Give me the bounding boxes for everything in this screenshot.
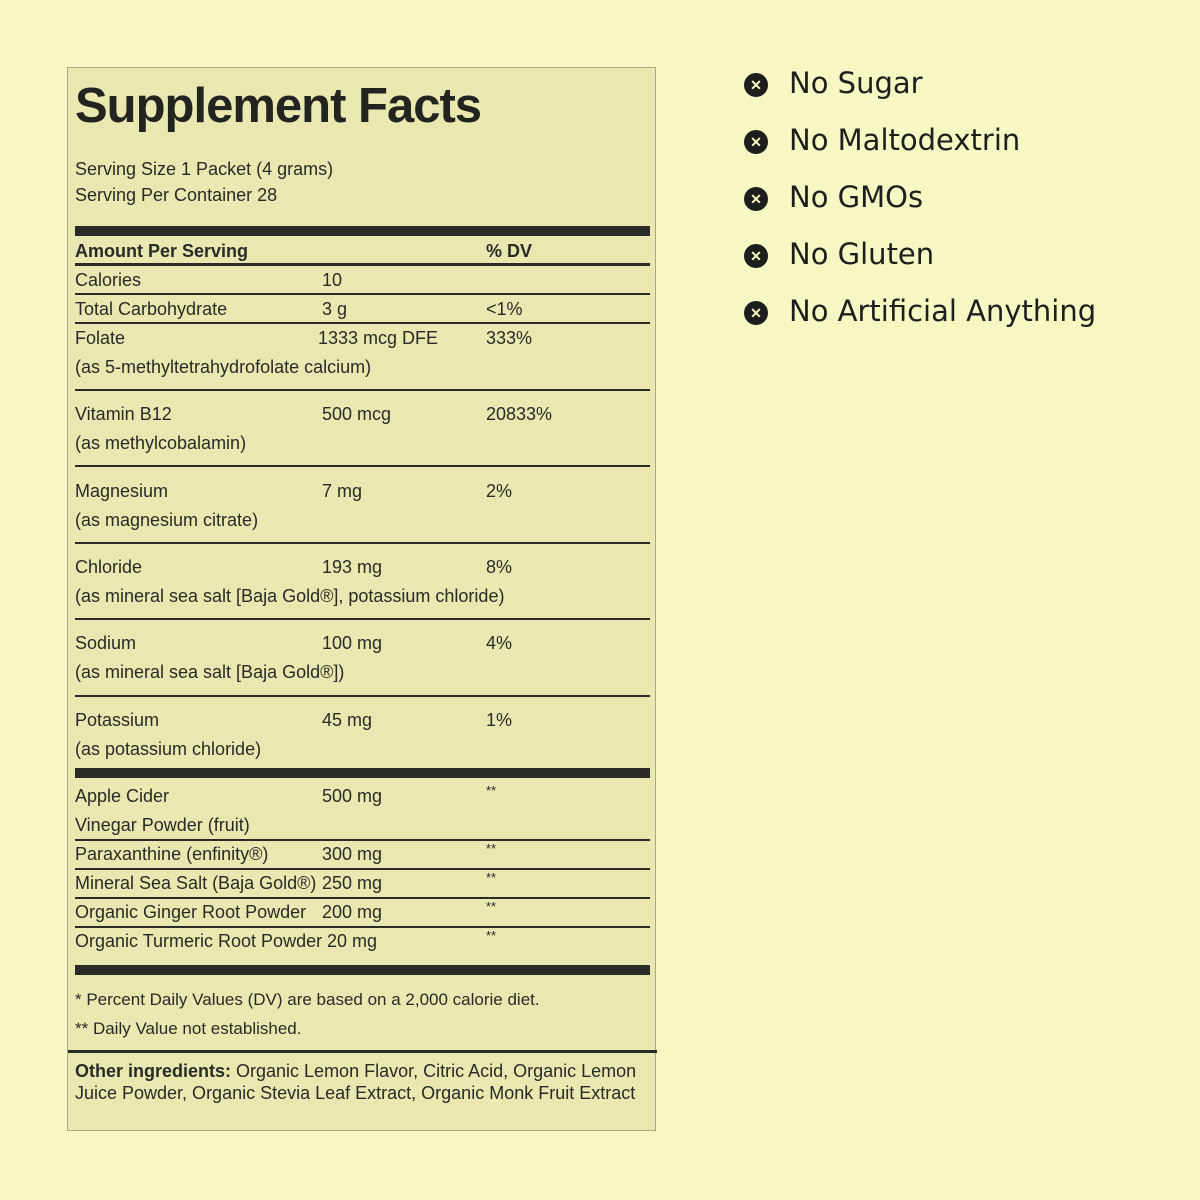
row-note: (as methylcobalamin) bbox=[75, 433, 247, 453]
row-amount: 45 mg bbox=[322, 710, 373, 730]
divider bbox=[75, 868, 650, 870]
row-note: (as mineral sea salt [Baja Gold®], potassium chloride) bbox=[75, 586, 505, 606]
table-row bbox=[68, 557, 657, 581]
row-name: Organic Ginger Root Powder bbox=[75, 902, 307, 922]
row-dv: ** bbox=[486, 870, 497, 885]
divider bbox=[75, 389, 650, 391]
divider bbox=[75, 465, 650, 467]
table-row bbox=[68, 328, 657, 352]
row-amount: 20 mg bbox=[327, 931, 378, 951]
divider-thick bbox=[75, 965, 650, 975]
claim-item bbox=[744, 237, 1164, 277]
row-name: Sodium bbox=[75, 633, 137, 653]
row-amount: 193 mg bbox=[322, 557, 383, 577]
row-amount: 1333 mcg DFE bbox=[318, 328, 439, 348]
row-name: Chloride bbox=[75, 557, 143, 577]
claim-label: No Artificial Anything bbox=[789, 294, 1097, 328]
row-amount: 7 mg bbox=[322, 481, 363, 501]
claim-label: No Gluten bbox=[789, 237, 935, 271]
claim-label: No GMOs bbox=[789, 180, 924, 214]
row-dv: 2% bbox=[486, 481, 513, 501]
other-ingredients-text: Organic Lemon Flavor, Citric Acid, Organic Lemon Juice Powder, Organic Stevia Leaf Extract, Organic Monk Fruit Extract bbox=[75, 1061, 637, 1103]
row-dv: <1% bbox=[486, 299, 523, 319]
servings-per-container: Serving Per Container 28 bbox=[75, 185, 278, 205]
row-note: (as 5-methyltetrahydrofolate calcium) bbox=[75, 357, 372, 377]
claim-label: No Sugar bbox=[789, 66, 923, 100]
supplement-facts-panel bbox=[67, 67, 656, 1131]
divider bbox=[68, 1050, 657, 1053]
table-row bbox=[68, 270, 657, 294]
divider bbox=[75, 322, 650, 324]
row-name-cont: Vinegar Powder (fruit) bbox=[75, 815, 250, 835]
other-ingredients bbox=[75, 1060, 655, 1104]
divider-thick bbox=[75, 226, 650, 236]
footnote-not-established: ** Daily Value not established. bbox=[75, 1019, 302, 1038]
table-row bbox=[68, 841, 657, 868]
x-circle-icon: ✕ bbox=[744, 130, 768, 154]
table-row bbox=[68, 899, 657, 926]
claim-item bbox=[744, 294, 1164, 334]
divider bbox=[75, 542, 650, 544]
row-name: Mineral Sea Salt (Baja Gold®) bbox=[75, 873, 317, 893]
claim-label: No Maltodextrin bbox=[789, 123, 1021, 157]
serving-size: Serving Size 1 Packet (4 grams) bbox=[75, 159, 334, 179]
row-dv: ** bbox=[486, 783, 497, 798]
divider bbox=[75, 897, 650, 899]
claim-item bbox=[744, 123, 1164, 163]
row-note: (as mineral sea salt [Baja Gold®]) bbox=[75, 662, 345, 682]
divider-thick bbox=[75, 768, 650, 778]
footnote-dv: * Percent Daily Values (DV) are based on a 2,000 calorie diet. bbox=[75, 990, 540, 1009]
row-note: (as magnesium citrate) bbox=[75, 510, 259, 530]
row-amount: 200 mg bbox=[322, 902, 383, 922]
row-amount: 100 mg bbox=[322, 633, 383, 653]
row-name: Magnesium bbox=[75, 481, 169, 501]
row-amount: 300 mg bbox=[322, 844, 383, 864]
x-circle-icon: ✕ bbox=[744, 301, 768, 325]
divider bbox=[75, 618, 650, 620]
facts-title: Supplement Facts bbox=[75, 79, 482, 133]
x-circle-icon: ✕ bbox=[744, 73, 768, 97]
table-row bbox=[68, 783, 657, 810]
row-dv: 8% bbox=[486, 557, 513, 577]
divider bbox=[75, 263, 650, 266]
row-dv: 333% bbox=[486, 328, 533, 348]
divider bbox=[75, 293, 650, 295]
row-amount: 250 mg bbox=[322, 873, 383, 893]
row-dv: 4% bbox=[486, 633, 513, 653]
row-name: Total Carbohydrate bbox=[75, 299, 228, 319]
row-name: Organic Turmeric Root Powder bbox=[75, 931, 323, 951]
row-dv: ** bbox=[486, 928, 497, 943]
table-row bbox=[68, 870, 657, 897]
row-amount: 500 mg bbox=[322, 786, 383, 806]
row-note: (as potassium chloride) bbox=[75, 739, 262, 759]
row-name: Calories bbox=[75, 270, 142, 290]
divider bbox=[75, 695, 650, 697]
divider bbox=[75, 839, 650, 841]
table-row bbox=[68, 404, 657, 428]
row-dv: 20833% bbox=[486, 404, 553, 424]
table-row bbox=[68, 710, 657, 734]
table-row bbox=[68, 299, 657, 323]
table-row bbox=[68, 633, 657, 657]
table-header bbox=[68, 241, 657, 265]
header-amount: Amount Per Serving bbox=[75, 241, 249, 261]
row-name: Paraxanthine (enfinity®) bbox=[75, 844, 269, 864]
row-amount: 10 bbox=[322, 270, 343, 290]
row-name: Folate bbox=[75, 328, 126, 348]
claim-item bbox=[744, 180, 1164, 220]
claim-item bbox=[744, 66, 1164, 106]
table-row bbox=[68, 928, 657, 955]
row-name: Vitamin B12 bbox=[75, 404, 172, 424]
row-amount: 3 g bbox=[322, 299, 348, 319]
row-dv: 1% bbox=[486, 710, 513, 730]
header-dv: % DV bbox=[486, 241, 533, 261]
row-dv: ** bbox=[486, 841, 497, 856]
table-row bbox=[68, 481, 657, 505]
row-dv: ** bbox=[486, 899, 497, 914]
other-ingredients-label: Other ingredients: bbox=[75, 1061, 232, 1081]
row-name: Potassium bbox=[75, 710, 160, 730]
x-circle-icon: ✕ bbox=[744, 244, 768, 268]
row-amount: 500 mcg bbox=[322, 404, 392, 424]
row-name: Apple Cider bbox=[75, 786, 170, 806]
x-circle-icon: ✕ bbox=[744, 187, 768, 211]
divider bbox=[75, 926, 650, 928]
